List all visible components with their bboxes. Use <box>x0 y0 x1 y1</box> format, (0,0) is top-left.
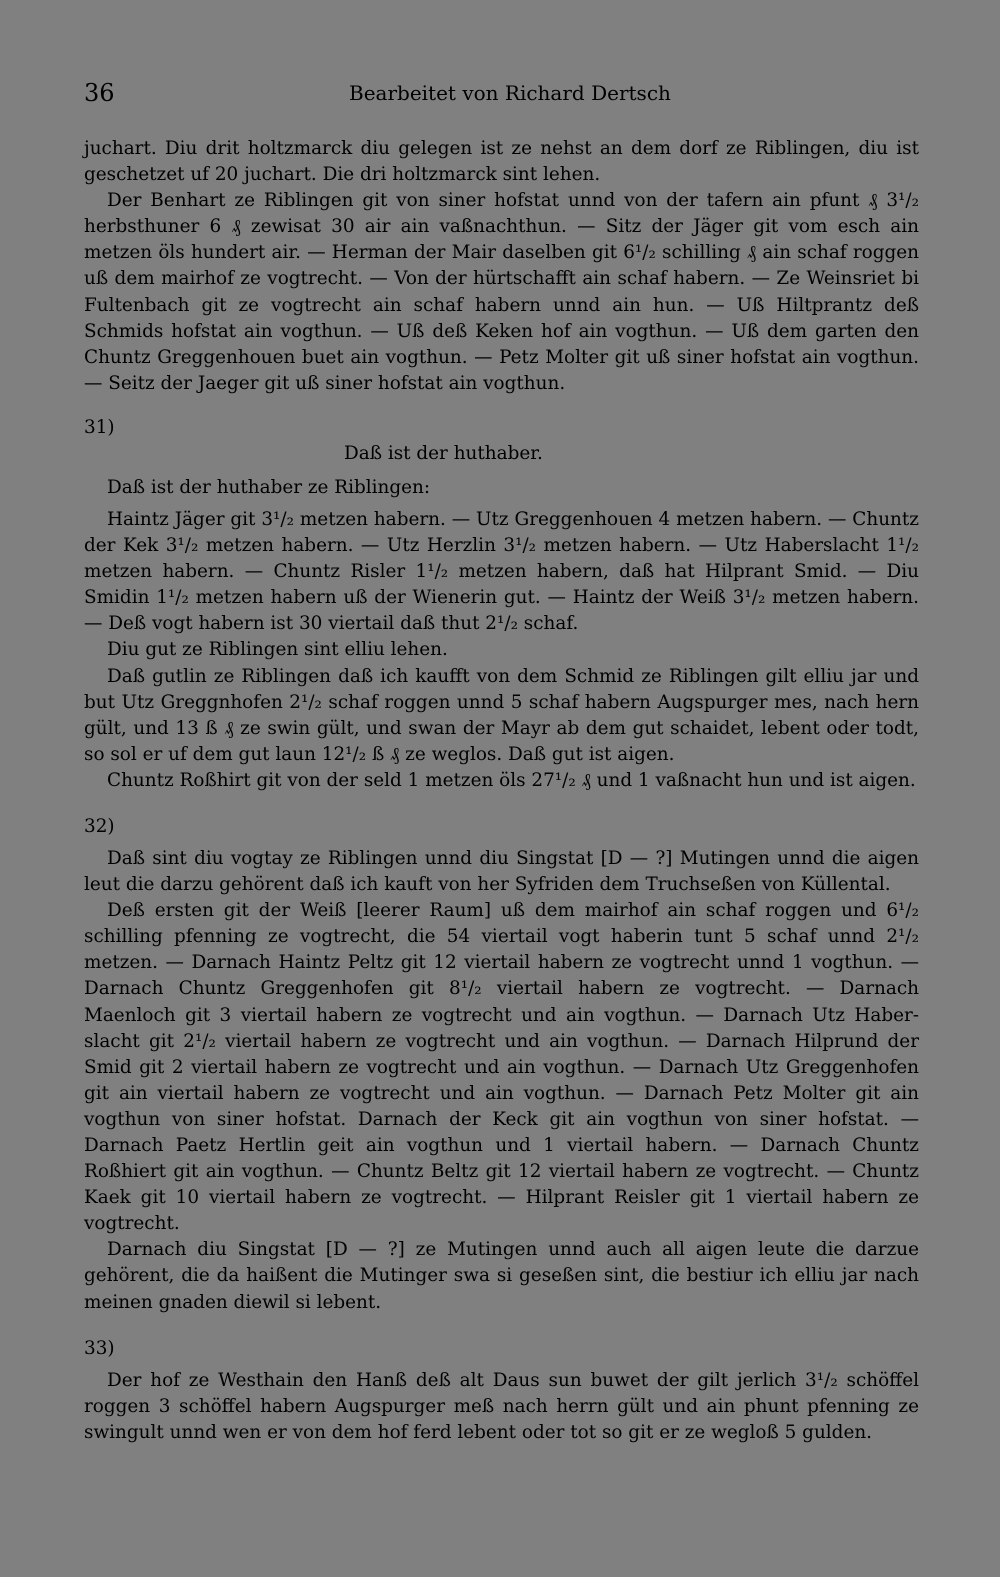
section-number: 33) <box>84 1337 115 1359</box>
paragraph: Haintz Jäger git 3¹/₂ metzen habern. — Utz Greggenhouen 4 metzen habern. — Chuntz der Kek 3¹/₂ metzen habern. — Utz Herzlin 3¹/₂ metzen habern. — Utz Haberslacht 1¹/₂ metzen habern. — Chuntz Risler 1¹/₂ metzen habern, daß hat Hilprant Smid. — Diu Smidin 1¹/₂ metzen habern uß der Wienerin gut. — Haintz der Weiß 3¹/₂ metzen habern. — Deß vogt habern ist 30 viertail daß thut 2¹/₂ schaf. <box>84 508 919 635</box>
section-number: 32) <box>84 815 115 837</box>
section-title: Daß ist der huthaber. <box>344 442 543 464</box>
paragraph: Diu gut ze Riblingen sint elliu lehen. <box>107 639 448 661</box>
running-head: Bearbeitet von Richard Dertsch <box>349 81 671 105</box>
paragraph: Daß gutlin ze Riblingen daß ich kaufft von dem Schmid ze Riblingen gilt elliu jar und but Utz Greggnhofen 2¹/₂ schaf roggen unnd 5 schaf habern Augspurger mes, nach hern gült, und 13 ß ₰ ze swin gült, und swan der Mayr ab dem gut schaidet, lebent oder todt, so sol er uf dem gut laun 12¹/₂ ß ₰ ze weglos. Daß gut ist aigen. <box>84 665 919 765</box>
paragraph: Daß sint diu vogtay ze Riblingen unnd diu Singstat [D — ?] Mutingen unnd die aigen leut die darzu gehörent daß ich kauft von her Syfriden dem Truchseßen von Küllental. <box>84 847 919 896</box>
paragraph: Der Benhart ze Riblingen git von siner hofstat unnd von der tafern ain pfunt ₰ 3¹/₂ herbsthuner 6 ₰ zewisat 30 air ain vaßnachthun. — Sitz der Jäger git vom esch ain metzen öls hundert air. — Herman der Mair daselben git 6¹/₂ schilling ₰ ain schaf roggen uß dem mairhof ze vogtrecht. — Von der hürtschafft ain schaf habern. — Ze Weinsriet bi Fultenbach git ze vogtrecht ain schaf habern unnd ain hun. — Uß Hiltprantz deß Schmids hofstat ain vogthun. — Uß deß Keken hof ain vogthun. — Uß dem garten den Chuntz Greggenhouen buet ain vogthun. — Petz Molter git uß siner hofstat ain vogthun. — Seitz der Jaeger git uß siner hofstat ain vogthun. <box>84 190 919 394</box>
paragraph: Deß ersten git der Weiß [leerer Raum] uß dem mairhof ain schaf roggen und 6¹/₂ schilling pfenning ze vogtrecht, die 54 viertail vogt haberin tunt 5 schaf unnd 2¹/₂ metzen. — Darnach Haintz Peltz git 12 viertail habern ze vogtrecht unnd 1 vogthun. — Darnach Chuntz Greggenhofen git 8¹/₂ viertail habern ze vogtrecht. — Darnach Maenloch git 3 viertail habern ze vogtrecht und ain vogthun. — Darnach Utz Haberslacht git 2¹/₂ viertail habern ze vogtrecht und ain vogthun. — Darnach Hilprund der Smid git 2 viertail habern ze vogtrecht und ain vogthun. — Darnach Utz Greggenhofen git ain viertail habern ze vogtrecht und ain vogthun. — Darnach Petz Molter git ain vogthun von siner hofstat. Darnach der Keck git ain vogthun von siner hofstat. — Darnach Paetz Hertlin geit ain vogthun und 1 viertail habern. — Darnach Chuntz Roßhiert git ain vogthun. — Chuntz Beltz git 12 viertail habern ze vogtrecht. — Chuntz Kaek git 10 viertail habern ze vogtrecht. — Hilprant Reisler git 1 viertail habern ze vogtrecht. <box>84 900 919 1235</box>
page-number: 36 <box>84 79 115 107</box>
section-number: 31) <box>84 416 115 438</box>
paragraph: Der hof ze Westhain den Hanß deß alt Daus sun buwet der gilt jerlich 3¹/₂ schöffel roggen 3 schöffel habern Augspurger meß nach herrn gült und ain phunt pfenning ze swingult unnd wen er von dem hof ferd lebent oder tot so git er ze wegloß 5 gulden. <box>84 1369 919 1443</box>
paragraph: Darnach diu Singstat [D — ?] ze Mutingen unnd auch all aigen leute die darzue gehörent, die da haißent die Mutinger swa si geseßen sint, die bestiur ich elliu jar nach meinen gnaden diewil si lebent. <box>84 1239 919 1313</box>
section-subheading: Daß ist der huthaber ze Riblingen: <box>107 476 431 498</box>
paragraph: Chuntz Roßhirt git von der seld 1 metzen öls 27¹/₂ ₰ und 1 vaßnacht hun und ist aigen. <box>107 769 916 791</box>
body-text <box>84 136 919 1446</box>
paragraph: juchart. Diu drit holtzmarck diu gelegen ist ze nehst an dem dorf ze Riblingen, diu ist geschetzet uf 20 juchart. Die dri holtzmarck sint lehen. <box>84 138 919 186</box>
page-header <box>84 76 919 112</box>
